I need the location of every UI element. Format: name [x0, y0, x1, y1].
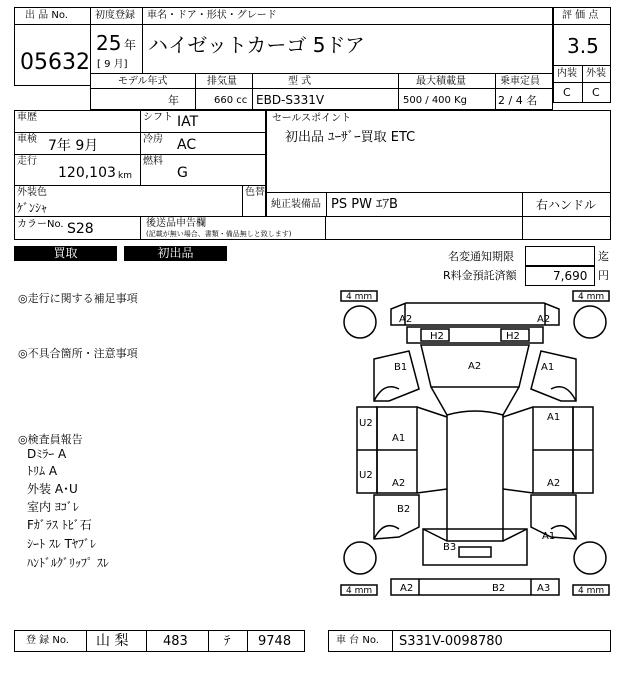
score-label: 評 価 点: [562, 10, 599, 21]
recycle-unit: 円: [598, 269, 609, 282]
inspector-line: Fｶﾞﾗｽ ﾄﾋﾞ石: [27, 518, 92, 532]
car-damage-diagram: [339, 289, 611, 609]
exterior-grade: C: [592, 86, 600, 99]
inspector-title: ◎検査員報告: [18, 433, 83, 446]
color-no-value: S28: [67, 221, 94, 237]
inspection-label: 車検: [17, 134, 37, 145]
defects-title: ◎不具合箇所・注意事項: [18, 347, 138, 360]
fuel-value: G: [177, 165, 188, 181]
mark-hood: A2: [468, 361, 482, 372]
tire-tag-fr: 4 mm: [578, 292, 605, 302]
exterior-color-value: ｹﾞﾝｼｬ: [17, 201, 48, 215]
inspector-line: 室内 ﾖｺﾞﾚ: [27, 500, 79, 514]
reg-number: 9748: [258, 634, 292, 649]
exterior-color-box: [14, 185, 266, 217]
lot-no: 05632: [20, 50, 90, 75]
mark-front-bumper-right: A2: [537, 314, 551, 325]
fuel-label: 燃料: [143, 156, 163, 167]
first-reg-year-unit: 年: [124, 38, 137, 52]
displacement-value: 660 cc: [214, 95, 248, 106]
inspector-line: ﾄﾘﾑ A: [27, 464, 58, 478]
inspector-line: Dﾐﾗｰ A: [27, 447, 67, 461]
first-reg-label: 初度登録: [95, 10, 135, 21]
mark-side-left-lower: U2: [359, 470, 373, 481]
car-name-label: 車名・ドア・形状・グレード: [147, 10, 277, 21]
exterior-color-label: 外装色: [17, 187, 47, 198]
car-name: ハイゼットカーゴ 5ドア: [148, 33, 365, 57]
interior-grade: C: [563, 86, 571, 99]
inspection-value: 7年 9月: [48, 138, 99, 154]
recycle-label: R料金預託済額: [443, 269, 517, 282]
inspector-line: ｼｰﾄ ｽﾚ Tﾔﾌﾞﾚ: [27, 537, 96, 551]
shift-label: シフト: [143, 112, 173, 123]
lot-no-label: 出 品 No.: [25, 10, 68, 21]
mark-front-bumper-left: A2: [399, 314, 413, 325]
mark-headlight-right: H2: [506, 331, 520, 342]
exterior-label: 外装: [586, 68, 606, 79]
mileage-label: 走行: [17, 156, 37, 167]
name-change-label: 名変通知期限: [448, 250, 514, 263]
first-reg-year: 25: [96, 31, 122, 55]
mileage-value: 120,103: [58, 165, 116, 181]
mark-front-fender-right: A1: [541, 362, 555, 373]
mark-rear-door-right: A2: [547, 478, 561, 489]
capacity-value: 2 / 4 名: [498, 94, 538, 107]
first-reg-month: [ 9 月]: [97, 59, 128, 70]
mark-front-door-right: A1: [547, 412, 561, 423]
recycle-value: 7,690: [553, 269, 588, 283]
mark-rear-bumper-center: B2: [492, 583, 506, 594]
mileage-unit: km: [118, 171, 132, 181]
max-load-value: 500 / 400 Kg: [403, 95, 467, 106]
docs-label: 後送品申告欄: [146, 218, 206, 229]
equipment-label: 純正装備品: [271, 199, 321, 210]
badge-purchase: 買取: [14, 246, 117, 261]
mark-rear-quarter-right: A1: [542, 531, 556, 542]
mark-rear-door-left: A2: [392, 478, 406, 489]
tire-tag-fl: 4 mm: [346, 292, 373, 302]
inspector-line: ﾊﾝﾄﾞﾙｸﾞﾘｯﾌﾟ ｽﾚ: [27, 556, 109, 570]
history-label: 車歴: [17, 112, 37, 123]
mark-front-door-left: A1: [392, 433, 406, 444]
capacity-label: 乗車定員: [500, 76, 540, 87]
handle-value: 右ハンドル: [536, 198, 597, 212]
reg-kana: ﾃ: [224, 634, 231, 649]
sales-point-value: 初出品 ﾕｰｻﾞｰ買取 ETC: [285, 130, 416, 145]
interior-label: 内装: [557, 68, 577, 79]
mark-rear-bumper-left: A2: [400, 583, 414, 594]
driving-notes-title: ◎走行に関する補足事項: [18, 292, 138, 305]
model-value: EBD-S331V: [256, 93, 325, 107]
mark-rear-bumper-right: A3: [537, 583, 551, 594]
max-load-label: 最大積載量: [416, 76, 466, 87]
ac-label: 冷房: [143, 134, 163, 145]
mark-headlight-left: H2: [430, 331, 444, 342]
model-year-value: 年: [168, 94, 179, 107]
mark-side-left-upper: U2: [359, 418, 373, 429]
chassis-value: S331V-0098780: [399, 634, 503, 649]
mark-rear-quarter-left: B2: [397, 504, 411, 515]
score-value: 3.5: [567, 34, 599, 58]
ac-value: AC: [177, 137, 197, 153]
model-year-label: モデル年式: [118, 76, 168, 87]
mark-front-fender-left: B1: [394, 362, 408, 373]
tire-tag-rr: 4 mm: [578, 586, 605, 596]
mark-back-door: B3: [443, 542, 457, 553]
docs-note: (記載が無い場合、書類・備品無しと致します): [146, 230, 292, 238]
reg-no-label: 登 録 No.: [26, 635, 69, 646]
name-change-box: [525, 246, 595, 266]
chassis-label: 車 台 No.: [336, 635, 379, 646]
badge-first-listing: 初出品: [124, 246, 227, 261]
displacement-label: 排気量: [207, 76, 237, 87]
equipment-value: PS PW ｴｱB: [331, 197, 398, 212]
reg-area: 山 梨: [96, 633, 129, 649]
reg-class: 483: [163, 634, 188, 649]
inspector-line: 外装 A･U: [27, 482, 78, 496]
shift-value: IAT: [177, 114, 199, 130]
color-no-label: カラーNo.: [17, 219, 64, 230]
model-label: 型 式: [288, 76, 312, 87]
color-change-label: 色替: [245, 187, 265, 198]
blank-box-2: [522, 216, 611, 240]
blank-box-1: [325, 216, 523, 240]
sales-point-label: セールスポイント: [272, 113, 352, 124]
name-change-unit: 迄: [598, 250, 609, 263]
tire-tag-rl: 4 mm: [346, 586, 373, 596]
